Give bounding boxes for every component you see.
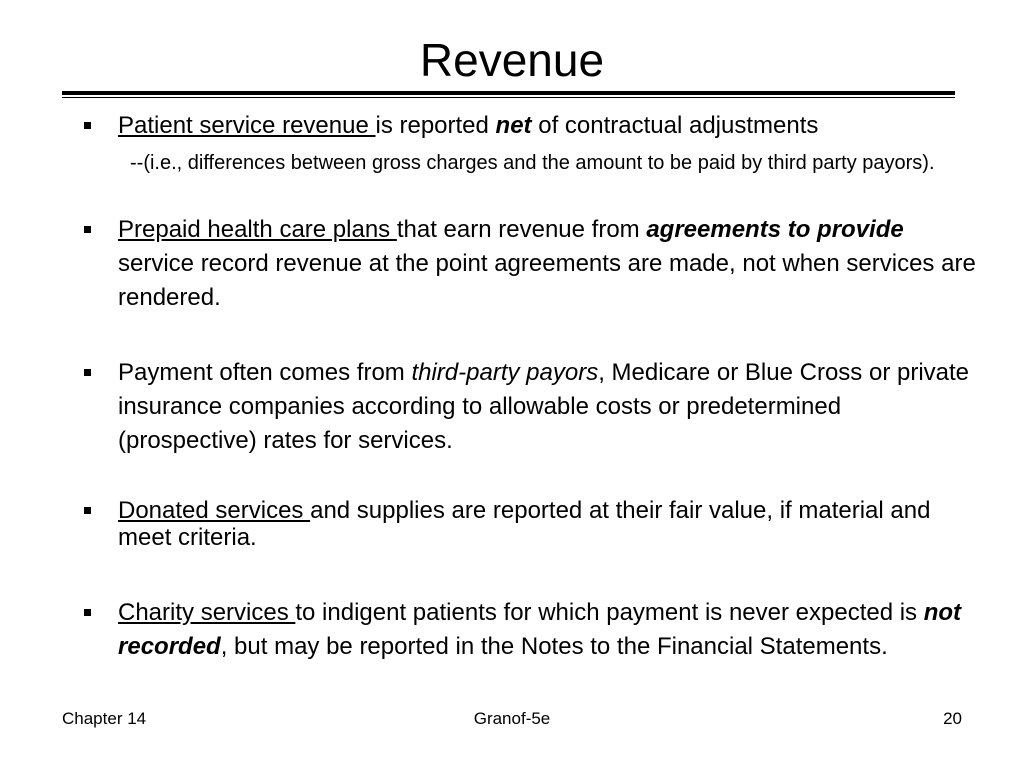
bullet-text: is reported — [375, 112, 496, 139]
bullet-text: that earn revenue from — [396, 216, 647, 243]
bullet-text: , Medicare or Blue Cross or private insurance companies according to allowable costs or predetermined (prospective) rates for services. — [118, 359, 970, 454]
bullet-term: Patient service revenue — [118, 112, 376, 139]
bullet-emphasis: not recorded — [118, 599, 962, 660]
bullet-emphasis: net — [495, 112, 532, 139]
bullet-emphasis: agreements to provide — [646, 216, 904, 243]
square-bullet-icon — [84, 369, 91, 376]
bullet-charity-services — [118, 596, 978, 664]
bullet-text: of contractual adjustments — [531, 112, 819, 139]
bullet-term: Donated services — [118, 497, 311, 524]
bullet-text: and supplies are reported at their fair value, if material and meet criteria. — [118, 497, 931, 551]
bullet-prepaid-health-care-plans — [118, 213, 978, 315]
bullet-term: Prepaid health care plans — [118, 216, 397, 243]
sub-bullet-contractual-adjustments: --(i.e., differences between gross charges and the amount to be paid by third party payors). — [130, 152, 935, 174]
bullet-text: service record revenue at the point agreements are made, not when services are rendered. — [118, 250, 976, 311]
square-bullet-icon — [84, 507, 91, 514]
slide-title: Revenue — [419, 34, 605, 86]
bullet-donated-services — [118, 497, 978, 551]
bullet-payment-sources — [118, 356, 978, 458]
bullet-text: Payment often comes from — [118, 359, 412, 386]
square-bullet-icon — [84, 122, 91, 129]
footer-chapter: Chapter 14 — [62, 709, 147, 728]
title-divider-thin — [62, 97, 955, 98]
footer-book: Granof-5e — [473, 709, 551, 728]
square-bullet-icon — [84, 609, 91, 616]
bullet-term: Charity services — [118, 599, 296, 626]
bullet-emphasis: third-party payors — [411, 359, 599, 386]
title-divider-thick — [62, 91, 955, 95]
bullet-text: , but may be reported in the Notes to the Financial Statements. — [220, 633, 888, 660]
footer-page-number: 20 — [943, 709, 962, 728]
bullet-text: to indigent patients for which payment is never expected is — [295, 599, 924, 626]
bullet-patient-service-revenue — [118, 109, 978, 143]
square-bullet-icon — [84, 226, 91, 233]
